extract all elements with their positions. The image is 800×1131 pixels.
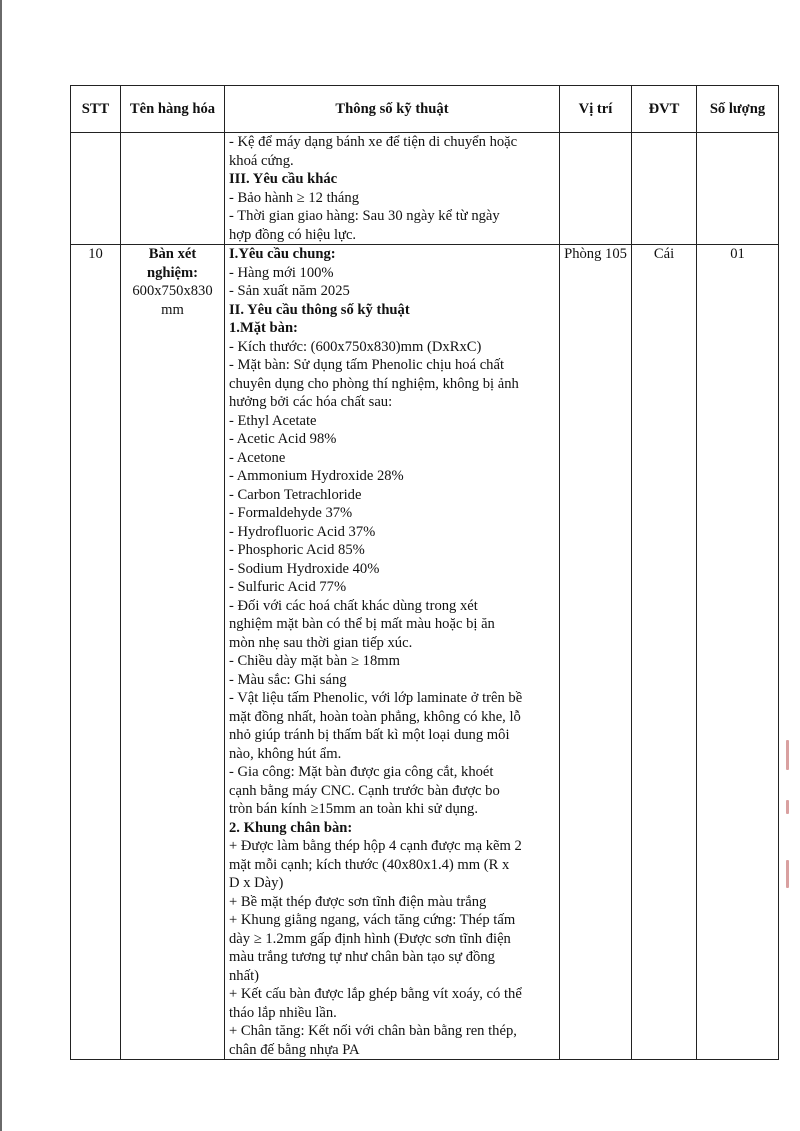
cell-spec: [225, 245, 560, 1060]
spec-text-line: + Chân tăng: Kết nối với chân bàn bằng ren thép,: [229, 1023, 517, 1039]
cell-quantity: 01: [697, 245, 779, 1060]
spec-text-line: + Bề mặt thép được sơn tĩnh điện màu trắng: [229, 893, 487, 910]
spec-heading-line: 2. Khung chân bàn:: [229, 819, 353, 836]
spec-text-line: - Kích thước: (600x750x830)mm (DxRxC): [229, 338, 482, 355]
spec-text-line: + Kết cấu bàn được lắp ghép bằng vít xoáy, có thể: [229, 986, 522, 1002]
cell-unit-empty: [632, 133, 697, 245]
spec-text-line: D x Dày): [229, 875, 284, 891]
cell-location: Phòng 105: [560, 245, 632, 1060]
cell-stt: 10: [71, 245, 121, 1060]
header-stt: STT: [71, 86, 121, 133]
spec-text-line: chân đế bằng nhựa PA: [229, 1041, 360, 1058]
scan-edge-line: [0, 0, 2, 1131]
spec-text-line: - Acetic Acid 98%: [229, 431, 337, 447]
spec-table: [70, 85, 779, 1060]
cell-stt-empty: [71, 133, 121, 245]
spec-text-line: - Sodium Hydroxide 40%: [229, 560, 380, 577]
header-quantity: Số lượng: [697, 86, 779, 133]
stamp-mark: [786, 800, 789, 814]
spec-text-line: - Acetone: [229, 449, 286, 466]
spec-text-line: - Carbon Tetrachloride: [229, 486, 362, 503]
spec-text-line: khoá cứng.: [229, 152, 294, 169]
header-specification: Thông số kỹ thuật: [225, 86, 560, 133]
spec-text-line: - Bảo hành ≥ 12 tháng: [229, 189, 360, 206]
spec-text-line: nghiệm mặt bàn có thể bị mất màu hoặc bị ăn: [229, 616, 495, 632]
spec-text-line: + Khung giằng ngang, vách tăng cứng: Thép tấm: [229, 912, 516, 928]
stamp-mark: [786, 740, 789, 770]
cell-qty-empty: [697, 133, 779, 245]
cell-spec-continued: [225, 133, 560, 245]
cell-item-name: [121, 245, 225, 1060]
spec-text-line: - Formaldehyde 37%: [229, 505, 353, 521]
spec-text-line: cạnh bằng máy CNC. Cạnh trước bàn được bo: [229, 782, 500, 799]
spec-text-line: hưởng bởi các hóa chất sau:: [229, 394, 393, 410]
spec-text-line: - Gia công: Mặt bàn được gia công cắt, khoét: [229, 764, 494, 780]
spec-text-line: - Mặt bàn: Sử dụng tấm Phenolic chịu hoá chất: [229, 357, 505, 373]
spec-text-line: + Được làm bằng thép hộp 4 cạnh được mạ kẽm 2: [229, 838, 522, 854]
spec-text-line: - Hydrofluoric Acid 37%: [229, 523, 376, 540]
spec-text-line: - Màu sắc: Ghi sáng: [229, 671, 347, 688]
header-location: Vị trí: [560, 86, 632, 133]
spec-text-line: - Sulfuric Acid 77%: [229, 579, 347, 595]
spec-text-line: hợp đồng có hiệu lực.: [229, 226, 357, 243]
spec-heading-line: II. Yêu cầu thông số kỹ thuật: [229, 301, 410, 318]
spec-text-line: - Ethyl Acetate: [229, 412, 317, 429]
spec-text-line: tròn bán kính ≥15mm an toàn khi sử dụng.: [229, 801, 478, 817]
spec-text-line: nhất): [229, 967, 259, 984]
spec-text-line: - Sản xuất năm 2025: [229, 283, 350, 299]
spec-text-line: - Hàng mới 100%: [229, 264, 334, 281]
spec-heading-line: I.Yêu cầu chung:: [229, 246, 336, 262]
spec-text-line: - Vật liệu tấm Phenolic, với lớp laminate ở trên bề: [229, 690, 523, 706]
cell-unit: Cái: [632, 245, 697, 1060]
spec-text-line: - Chiều dày mặt bàn ≥ 18mm: [229, 653, 400, 669]
table-header-row: [71, 86, 779, 133]
table-row-10: [71, 245, 779, 1060]
spec-text-line: mặt đồng nhất, hoàn toàn phẳng, không có khe, lỗ: [229, 708, 521, 725]
header-item-name: Tên hàng hóa: [121, 86, 225, 133]
item-name-bold: Bàn xét nghiệm:: [146, 246, 199, 281]
spec-text-line: nào, không hút ẩm.: [229, 745, 342, 762]
spec-text-line: - Ammonium Hydroxide 28%: [229, 468, 404, 484]
spec-heading-line: III. Yêu cầu khác: [229, 171, 338, 187]
spec-text-line: - Phosphoric Acid 85%: [229, 542, 365, 558]
spec-heading-line: 1.Mặt bàn:: [229, 320, 298, 336]
stamp-mark: [786, 860, 789, 888]
spec-text-line: tháo lắp nhiều lần.: [229, 1004, 337, 1021]
cell-location-empty: [560, 133, 632, 245]
spec-text-line: nhỏ giúp tránh bị thấm bất kì một loại dung môi: [229, 727, 510, 743]
spec-text-line: mặt mỗi cạnh; kích thước (40x80x1.4) mm (R x: [229, 856, 510, 873]
spec-text-line: chuyên dụng cho phòng thí nghiệm, không bị ảnh: [229, 375, 519, 392]
spec-text-line: mòn nhẹ sau thời gian tiếp xúc.: [229, 634, 413, 651]
cell-name-empty: [121, 133, 225, 245]
spec-text-line: - Thời gian giao hàng: Sau 30 ngày kể từ ngày: [229, 208, 500, 224]
header-unit: ĐVT: [632, 86, 697, 133]
table-row-continued: [71, 133, 779, 245]
spec-text-line: - Đối với các hoá chất khác dùng trong xét: [229, 597, 478, 614]
spec-text-line: - Kệ để máy dạng bánh xe để tiện di chuyển hoặc: [229, 134, 518, 150]
spec-text-line: dày ≥ 1.2mm gấp định hình (Được sơn tĩnh điện: [229, 930, 511, 947]
item-name-dimensions: 600x750x830 mm: [132, 283, 213, 318]
spec-text-line: màu trắng tương tự như chân bàn tạo sự đồng: [229, 949, 495, 965]
